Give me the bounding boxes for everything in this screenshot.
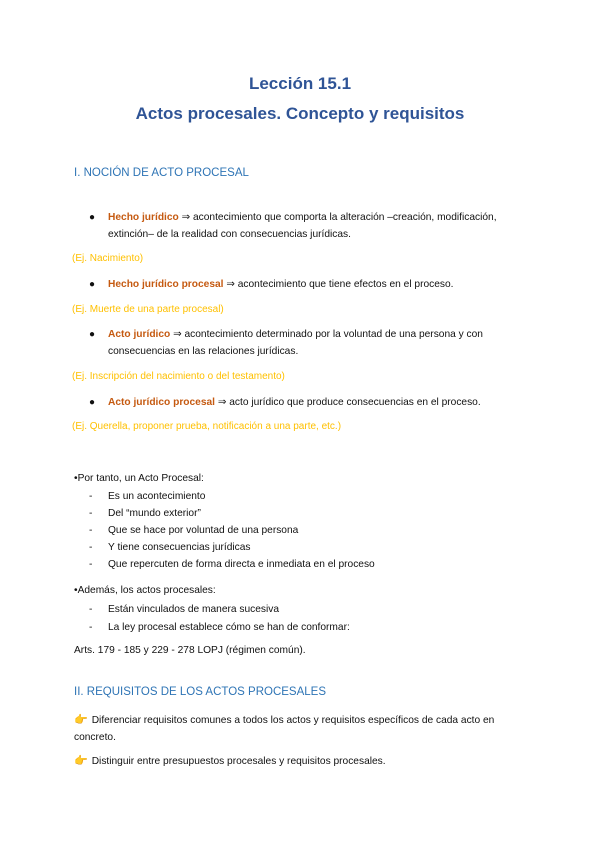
arts-reference: Arts. 179 - 185 y 229 - 278 LOPJ (régimen común). bbox=[74, 645, 306, 656]
bullet-icon: ● bbox=[89, 329, 96, 340]
example-text: (Ej. Querella, proponer prueba, notificación a una parte, etc.) bbox=[72, 421, 342, 432]
arrow-icon: ⇒ bbox=[173, 329, 182, 340]
example-text: (Ej. Nacimiento) bbox=[72, 253, 144, 264]
term: Acto jurídico procesal bbox=[108, 397, 215, 408]
bullet-icon: ● bbox=[89, 397, 96, 408]
pointer-item: 👉 Diferenciar requisitos comunes a todos los actos y requisitos específicos de cada acto en concreto. bbox=[74, 714, 495, 743]
arrow-icon: ⇒ bbox=[181, 212, 191, 223]
lesson-subtitle: Actos procesales. Concepto y requisitos bbox=[135, 104, 465, 123]
list-item-acto-juridico bbox=[89, 327, 529, 360]
list-item-acto-juridico-procesal bbox=[89, 395, 529, 412]
list-item: - Es un acontecimiento bbox=[89, 491, 206, 502]
list-item: - La ley procesal establece cómo se han de conformar: bbox=[89, 622, 350, 633]
example-text: (Ej. Inscripción del nacimiento o del testamento) bbox=[72, 371, 285, 382]
pointing-hand-icon: 👉 bbox=[74, 714, 88, 726]
section1-heading: I. NOCIÓN DE ACTO PROCESAL bbox=[74, 167, 249, 179]
example-text: (Ej. Muerte de una parte procesal) bbox=[72, 304, 224, 315]
pointer-item: 👉 Distinguir entre presupuestos procesales y requisitos procesales. bbox=[74, 755, 386, 767]
por-tanto-intro: •Por tanto, un Acto Procesal: bbox=[74, 473, 204, 484]
term: Acto jurídico bbox=[108, 329, 171, 340]
bullet-icon: ● bbox=[89, 279, 96, 290]
list-item: - Están vinculados de manera sucesiva bbox=[89, 604, 280, 615]
list-item: - Que se hace por voluntad de una persona bbox=[89, 525, 299, 536]
definition: acontecimiento que tiene efectos en el proceso. bbox=[237, 279, 454, 290]
list-item-hecho-juridico bbox=[89, 210, 529, 243]
list-item: - Y tiene consecuencias jurídicas bbox=[89, 542, 251, 553]
definition: acontecimiento que comporta la alteración –creación, modificación, extinción– de la realidad con consecuencias jurídicas. bbox=[108, 212, 497, 240]
pointing-hand-icon: 👉 bbox=[74, 755, 88, 767]
ademas-intro: •Además, los actos procesales: bbox=[74, 585, 216, 596]
list-item: - Que repercuten de forma directa e inmediata en el proceso bbox=[89, 559, 375, 570]
lesson-title: Lección 15.1 bbox=[248, 74, 352, 93]
arrow-icon: ⇒ bbox=[226, 279, 235, 290]
term: Hecho jurídico bbox=[108, 212, 179, 223]
definition: acontecimiento determinado por la voluntad de una persona y con consecuencias en las relaciones jurídicas. bbox=[108, 329, 483, 357]
arrow-icon: ⇒ bbox=[217, 397, 227, 408]
bullet-icon: ● bbox=[89, 212, 96, 223]
list-item: - Del “mundo exterior” bbox=[89, 508, 201, 519]
term: Hecho jurídico procesal bbox=[108, 279, 224, 290]
definition: acto jurídico que produce consecuencias en el proceso. bbox=[229, 397, 481, 408]
section2-heading: II. REQUISITOS DE LOS ACTOS PROCESALES bbox=[74, 686, 327, 698]
list-item-hecho-juridico-procesal bbox=[89, 277, 529, 294]
